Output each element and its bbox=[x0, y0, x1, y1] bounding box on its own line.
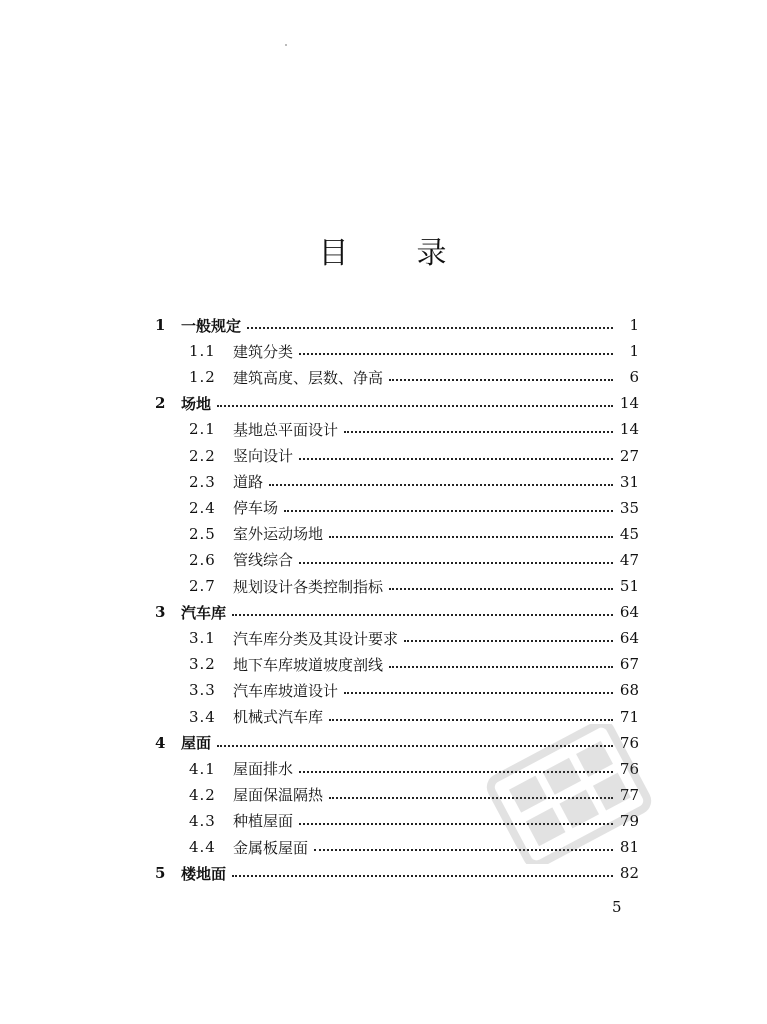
toc-page-number: 14 bbox=[619, 420, 639, 439]
toc-section[interactable] bbox=[189, 547, 639, 573]
toc-page-number: 27 bbox=[619, 446, 639, 465]
toc-section[interactable] bbox=[189, 625, 639, 651]
toc-label: 楼地面 bbox=[181, 864, 227, 883]
toc-section[interactable] bbox=[189, 364, 639, 390]
toc-label: 屋面排水 bbox=[233, 760, 294, 779]
toc-number: 3.1 bbox=[189, 629, 216, 648]
toc-leader-dots bbox=[247, 327, 613, 329]
toc-label: 地下车库坡道坡度剖线 bbox=[233, 655, 384, 674]
toc-label: 汽车库坡道设计 bbox=[233, 681, 339, 700]
toc-section[interactable] bbox=[189, 469, 639, 495]
toc-chapter[interactable] bbox=[155, 599, 639, 625]
toc-label: 屋面 bbox=[181, 734, 212, 753]
page-title-part1: 目 bbox=[318, 236, 351, 271]
toc-leader-dots bbox=[329, 536, 613, 538]
toc-number: 4 bbox=[155, 733, 166, 752]
toc-label: 停车场 bbox=[233, 499, 279, 518]
toc-page-number: 35 bbox=[619, 498, 639, 517]
toc-leader-dots bbox=[389, 666, 613, 668]
toc-leader-dots bbox=[389, 379, 613, 381]
toc-leader-dots bbox=[299, 458, 613, 460]
page-title-part2: 录 bbox=[416, 236, 449, 271]
toc-label: 室外运动场地 bbox=[233, 525, 324, 544]
toc-section[interactable] bbox=[189, 338, 639, 364]
toc-page-number: 47 bbox=[619, 550, 639, 569]
toc-page-number: 79 bbox=[619, 811, 639, 830]
toc-leader-dots bbox=[217, 405, 613, 407]
toc-number: 4.3 bbox=[189, 811, 216, 830]
toc-page-number: 76 bbox=[619, 759, 639, 778]
toc-label: 建筑高度、层数、净高 bbox=[233, 368, 384, 387]
toc-page-number: 77 bbox=[619, 785, 639, 804]
toc-page-number: 82 bbox=[619, 864, 639, 883]
toc-chapter[interactable] bbox=[155, 390, 639, 416]
toc-number: 4.4 bbox=[189, 838, 216, 856]
toc-page-number: 1 bbox=[629, 342, 639, 361]
toc-label: 建筑分类 bbox=[233, 342, 294, 361]
toc-leader-dots bbox=[269, 484, 613, 486]
toc-number: 1.1 bbox=[189, 342, 216, 361]
toc-number: 2.1 bbox=[189, 420, 216, 439]
toc-number: 2.4 bbox=[189, 498, 216, 517]
toc-number: 3 bbox=[155, 603, 166, 622]
page-title bbox=[0, 228, 767, 272]
toc-section[interactable] bbox=[189, 521, 639, 547]
toc-leader-dots bbox=[344, 431, 613, 433]
toc-leader-dots bbox=[344, 692, 613, 694]
toc-number: 3.3 bbox=[189, 681, 216, 700]
toc-page-number: 6 bbox=[629, 368, 639, 387]
page-number: 5 bbox=[612, 898, 622, 916]
toc-label: 汽车库 bbox=[181, 603, 227, 622]
toc-page-number: 68 bbox=[619, 681, 639, 700]
toc-page-number: 81 bbox=[619, 838, 639, 856]
toc-section[interactable] bbox=[189, 677, 639, 703]
toc-label: 规划设计各类控制指标 bbox=[233, 577, 384, 596]
toc-number: 2.2 bbox=[189, 446, 216, 465]
toc-leader-dots bbox=[404, 640, 613, 642]
toc-chapter[interactable] bbox=[155, 312, 639, 338]
toc-section[interactable] bbox=[189, 495, 639, 521]
toc-number: 4.1 bbox=[189, 759, 216, 778]
toc-number: 2.5 bbox=[189, 524, 216, 543]
toc-leader-dots bbox=[284, 510, 613, 512]
toc-section[interactable] bbox=[189, 416, 639, 442]
toc-page-number: 31 bbox=[619, 472, 639, 491]
toc-leader-dots bbox=[389, 588, 613, 590]
toc-page-number: 67 bbox=[619, 655, 639, 674]
toc-page-number: 71 bbox=[619, 707, 639, 726]
toc-number: 3.2 bbox=[189, 655, 216, 674]
toc-page-number: 76 bbox=[619, 733, 639, 752]
toc-label: 管线综合 bbox=[233, 551, 294, 570]
toc-section[interactable] bbox=[189, 443, 639, 469]
toc-label: 道路 bbox=[233, 473, 264, 492]
toc-number: 3.4 bbox=[189, 707, 216, 726]
toc-number: 1.2 bbox=[189, 368, 216, 387]
toc-page-number: 64 bbox=[619, 629, 639, 648]
toc-number: 4.2 bbox=[189, 785, 216, 804]
toc-number: 1 bbox=[155, 316, 166, 334]
toc-label: 机械式汽车库 bbox=[233, 708, 324, 726]
toc-label: 金属板屋面 bbox=[233, 838, 309, 857]
toc-leader-dots bbox=[232, 875, 613, 877]
scan-speck bbox=[285, 44, 287, 46]
toc-label: 场地 bbox=[181, 394, 212, 413]
toc-page-number: 1 bbox=[629, 316, 639, 334]
toc-number: 2.6 bbox=[189, 550, 216, 569]
toc-number: 5 bbox=[155, 864, 166, 883]
toc-leader-dots bbox=[299, 562, 613, 564]
toc-leader-dots bbox=[299, 353, 613, 355]
toc-label: 基地总平面设计 bbox=[233, 420, 339, 439]
toc-page-number: 45 bbox=[619, 524, 639, 543]
toc-page-number: 64 bbox=[619, 603, 639, 622]
toc-label: 屋面保温隔热 bbox=[233, 786, 324, 805]
toc-label: 汽车库分类及其设计要求 bbox=[233, 629, 399, 648]
toc-section[interactable] bbox=[189, 651, 639, 677]
toc-number: 2.7 bbox=[189, 577, 216, 595]
watermark-stamp bbox=[484, 724, 654, 864]
toc-number: 2.3 bbox=[189, 472, 216, 491]
toc-leader-dots bbox=[232, 614, 613, 616]
toc-leader-dots bbox=[329, 719, 613, 721]
toc-label: 一般规定 bbox=[181, 316, 242, 335]
toc-page-number: 51 bbox=[619, 577, 639, 595]
toc-label: 竖向设计 bbox=[233, 447, 294, 465]
toc-page-number: 14 bbox=[619, 394, 639, 413]
toc-number: 2 bbox=[155, 394, 166, 413]
toc-label: 种植屋面 bbox=[233, 812, 294, 831]
toc-section[interactable] bbox=[189, 573, 639, 599]
